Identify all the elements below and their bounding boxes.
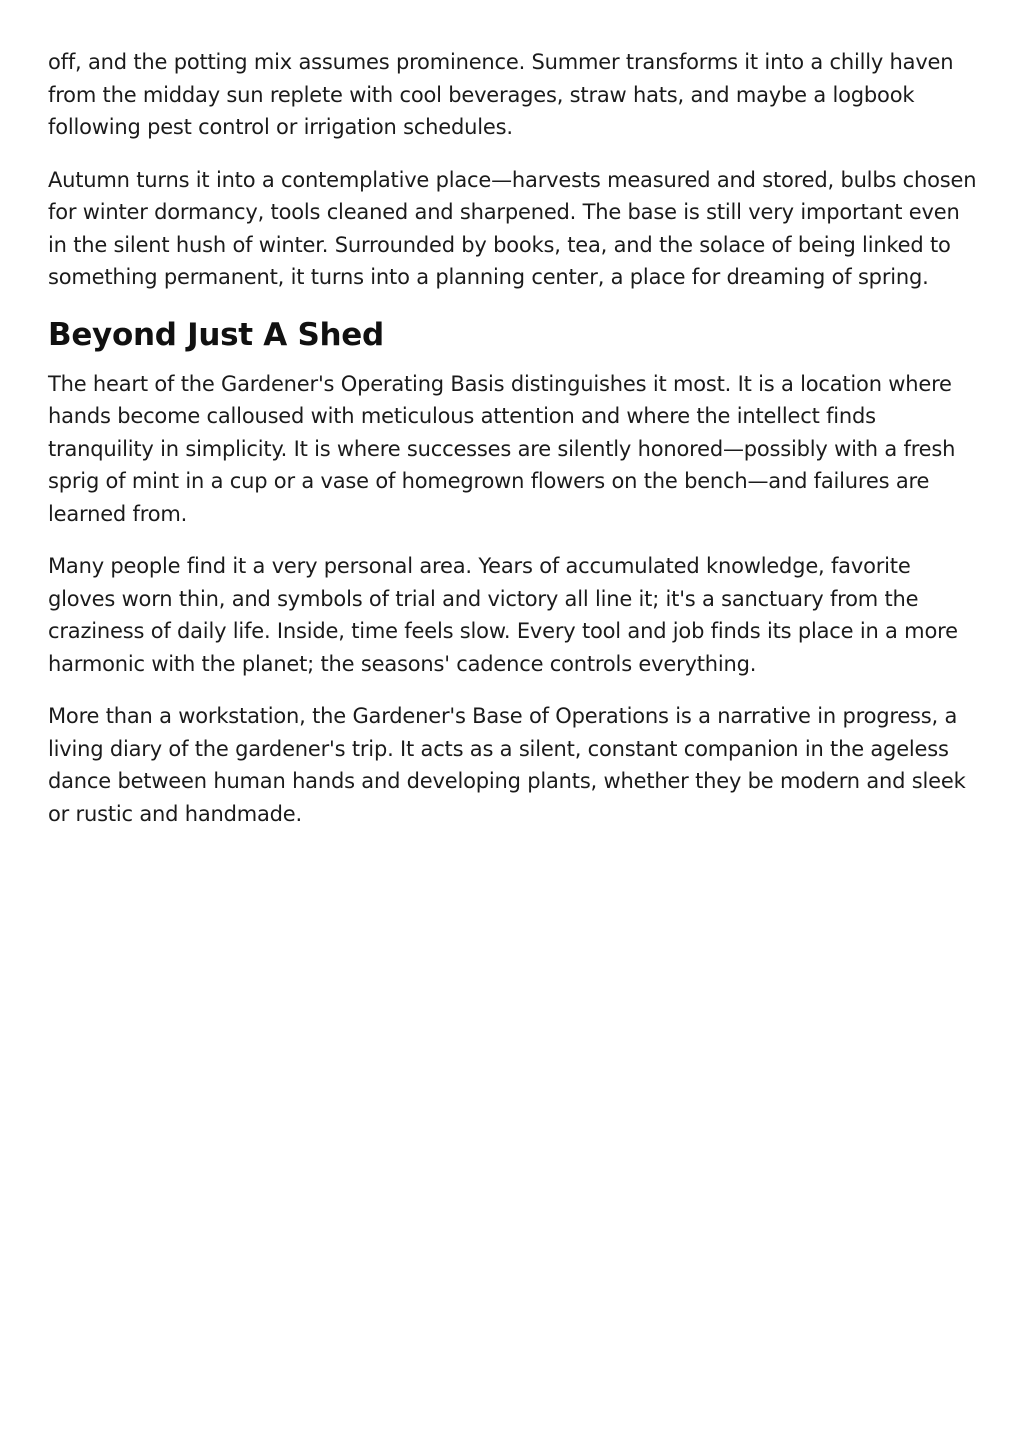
section-heading: Beyond Just A Shed xyxy=(48,316,384,353)
paragraph-summer: off, and the potting mix assumes prominence. Summer transforms it into a chilly haven from the midday sun replete with cool beverages, straw hats, and maybe a logbook following pest control or irrigation schedules. xyxy=(48,50,954,139)
paragraph-personal-area: Many people find it a very personal area. Years of accumulated knowledge, favorite gloves worn thin, and symbols of trial and victory all line it; it's a sanctuary from the craziness of daily life. Inside, time feels slow. Every tool and job finds its place in a more harmonic with the planet; the seasons' cadence controls everything. xyxy=(48,554,958,676)
paragraph-narrative: More than a workstation, the Gardener's Base of Operations is a narrative in progress, a living diary of the gardener's trip. It acts as a silent, constant companion in the ageless dance between human hands and developing plants, whether they be modern and sleek or rustic and handmade. xyxy=(48,704,966,826)
paragraph-autumn-winter: Autumn turns it into a contemplative place—harvests measured and stored, bulbs chosen for winter dormancy, tools cleaned and sharpened. The base is still very important even in the silent hush of winter. Surrounded by books, tea, and the solace of being linked to something permanent, it turns into a planning center, a place for dreaming of spring. xyxy=(48,167,977,289)
document-page xyxy=(48,46,978,850)
paragraph-heart: The heart of the Gardener's Operating Basis distinguishes it most. It is a location where hands become calloused with meticulous attention and where the intellect finds tranquility in simplicity. It is where successes are silently honored—possibly with a fresh sprig of mint in a cup or a vase of homegrown flowers on the bench—and failures are learned from. xyxy=(48,371,956,526)
